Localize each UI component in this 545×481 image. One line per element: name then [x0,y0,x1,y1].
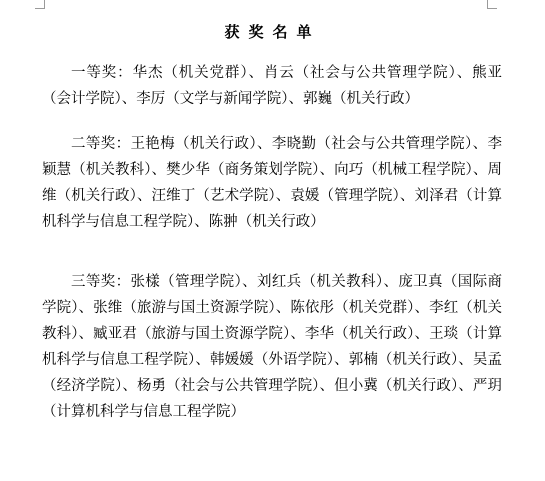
third-prize-paragraph: 三等奖：张樣（管理学院）、刘红兵（机关教科）、庞卫真（国际商学院）、张维（旅游与国土资源学院）、陈依彤（机关党群）、李红（机关教科）、臧亚君（旅游与国土资源学院）、李华（机关行政）、王琰（计算机科学与信息工程学院）、韩媛媛（外语学院）、郭楠（机关行政）、吴孟（经济学院）、杨勇（社会与公共管理学院）、但小冀（机关行政）、严玥（计算机科学与信息工程学院） [42,274,502,420]
document-title: 获奖名单 [224,23,321,41]
margin-corner-mark-left [35,0,45,9]
margin-corner-mark-right [487,0,497,9]
first-prize-paragraph: 一等奖：华杰（机关党群）、肖云（社会与公共管理学院）、熊亚（会计学院）、李厉（文学与新闻学院）、郭巍（机关行政） [42,65,502,107]
second-prize-paragraph: 二等奖：王艳梅（机关行政）、李晓勤（社会与公共管理学院）、李颖慧（机关教科）、樊少华（商务策划学院）、向巧（机械工程学院）、周维（机关行政）、汪维丁（艺术学院）、袁媛（管理学院）、刘泽君（计算机科学与信息工程学院）、陈翀（机关行政） [42,136,502,230]
